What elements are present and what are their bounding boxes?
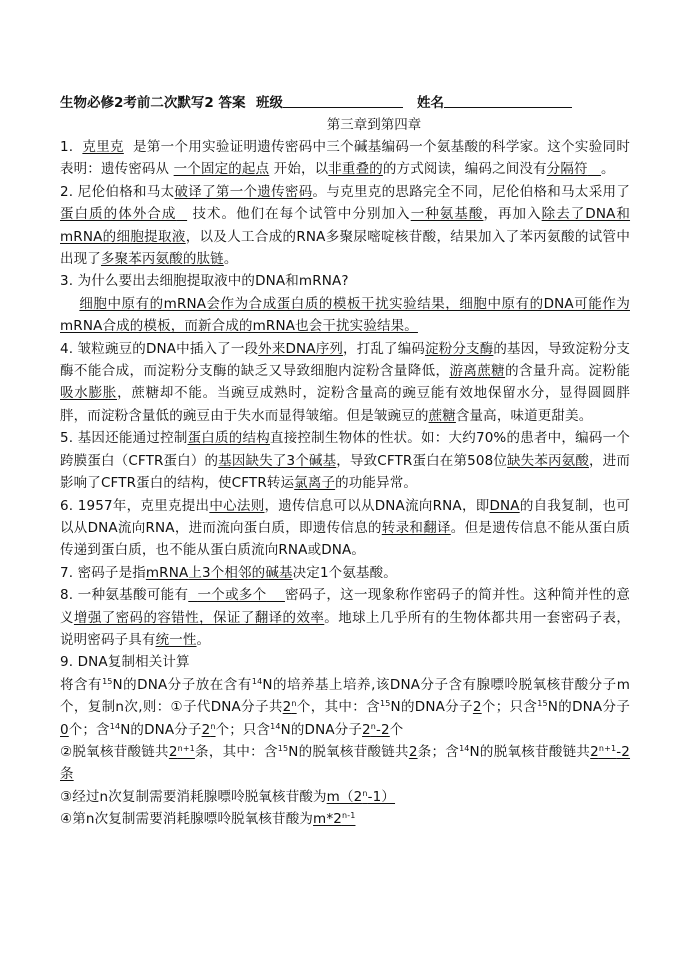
answer-blank: mRNA上3个相邻的碱基 xyxy=(145,564,293,581)
question-3: 3. 为什么要出去细胞提取液中的DNA和mRNA? 细胞中原有的mRNA会作为合成蛋白质的模板干扰实验结果，细胞中原有的DNA可能作为mRNA合成的模板，而新合成的mRNA也会干扰实验结果。 xyxy=(60,273,630,335)
answer-blank: 多聚苯丙氨酸的肽链 xyxy=(100,251,224,268)
answer-blank: 吸水膨胀 xyxy=(60,385,118,402)
answer-blank: 细胞中原有的mRNA会作为合成蛋白质的模板干扰实验结果，细胞中原有的DNA可能作为mRNA合成的模板，而新合成的mRNA也会干扰实验结果。 xyxy=(60,295,630,335)
question-4: 4. 皱粒豌豆的DNA中插入了一段外来DNA序列，打乱了编码淀粉分支酶的基因，导致淀粉分支酶不能合成，而淀粉分支酶的缺乏又导致细胞内淀粉含量降低，游离蔗糖的含量升高。淀粉能吸水膨胀，蔗糖却不能。当豌豆成熟时，淀粉含量高的豌豆能有效地保留水分，显得圆圆胖胖，而淀粉含量低的豌豆由于失水而显得皱缩。但是皱豌豆的蔗糖含量高，味道更甜美。 xyxy=(60,340,631,424)
answer-blank: 2$^n$ xyxy=(201,721,216,738)
answer-blank: DNA xyxy=(489,497,520,514)
class-blank[interactable] xyxy=(283,93,403,108)
answer-blank: 2 xyxy=(472,699,482,716)
question-8: 8. 一种氨基酸可能有 一个或多个 密码子，这一现象称作密码子的简并性。这种简并性的意义增强了密码的容错性，保证了翻译的效率。地球上几乎所有的生物体都共用一套密码子表，说明密码子具有统一性。 xyxy=(60,587,631,648)
answer-blank: 氯离子 xyxy=(294,475,336,492)
chapter-heading: 第三章到第四章 xyxy=(326,117,422,133)
worksheet xyxy=(60,92,630,831)
question-9: 9. DNA复制相关计算 将含有$^{15}$N的DNA分子放在含有$^{14}$N的培养基上培养,该DNA分子含有腺嘌呤脱氧核苷酸分子m个，复制n次,则：①子代DNA分子共2$^n$个，其中：含$^{15}$N的DNA分子2个；只含$^{15}$N的DNA分子0个；含$^{14}$N的DNA分子2$^n$个；只含$^{14}$N的DNA分子2$^n$-2个 ②脱氧核苷酸链共$2^{n+1}$条，其中：含$^{15}$N的脱氧核苷酸链共2条；含$^{14}$N的脱氧核苷酸链共$2^{n+1}-2$条 ③经过n次复制需要消耗腺嘌呤脱氧核苷酸为m（2$^n$-1） ④第n次复制需要消耗腺嘌呤脱氧核苷酸为m*2$^{n-1}$ xyxy=(60,654,631,828)
answer-blank: 破译了第一个遗传密码 xyxy=(174,183,313,200)
answer-blank: 缺失苯丙氨酸 xyxy=(507,452,590,469)
answer-blank: m（2$^n$-1） xyxy=(326,788,396,805)
answer-blank: 外来DNA序列 xyxy=(258,340,344,357)
question-2: 2. 尼伦伯格和马太破译了第一个遗传密码。与克里克的思路完全不同，尼伦伯格和马太采用了蛋白质的体外合成 技术。他们在每个试管中分别加入一种氨基酸，再加入除去了DNA和mRNA的细胞提取液，以及人工合成的RNA多聚尿嘧啶核苷酸，结果加入了苯丙氨酸的试管中出现了多聚苯丙氨酸的肽链。 xyxy=(60,183,631,268)
question-7: 7. 密码子是指mRNA上3个相邻的碱基决定1个氨基酸。 xyxy=(60,564,397,581)
answer-blank: 克里克 xyxy=(82,139,124,155)
answer-blank: 2$^n$-2 xyxy=(362,721,390,738)
question-6: 6. 1957年，克里克提出中心法则，遗传信息可以从DNA流向RNA，即DNA的自我复制，也可以从DNA流向RNA，进而流向蛋白质，即遗传信息的转录和翻译。但是遗传信息不能从蛋白质传递到蛋白质，也不能从蛋白质流向RNA或DNA。 xyxy=(60,497,631,559)
answer-blank: 淀粉分支酶 xyxy=(425,340,494,357)
name-blank[interactable] xyxy=(444,93,572,108)
worksheet-title: 生物必修2考前二次默写2 答案 xyxy=(60,95,246,111)
answer-blank: 2 xyxy=(408,743,418,760)
answer-blank: $2^{n+1}-2$条 xyxy=(60,743,631,783)
answer-blank: 基因缺失了3个碱基 xyxy=(218,452,337,469)
answer-blank: 蔗糖 xyxy=(428,407,456,424)
answer-blank: 蛋白质的结构 xyxy=(187,430,270,447)
answer-blank: 除去了DNA和mRNA的细胞提取液 xyxy=(60,206,631,245)
question-5: 5. 基因还能通过控制蛋白质的结构直接控制生物体的性状。如：大约70%的患者中，编码一个跨膜蛋白（CFTR蛋白）的基因缺失了3个碱基，导致CFTR蛋白在第508位缺失苯丙氨酸，进而影响了CFTR蛋白的结构，使CFTR转运氯离子的功能异常。 xyxy=(60,430,630,492)
answer-blank: 转录和翻译 xyxy=(381,519,451,536)
q9-title: 9. DNA复制相关计算 xyxy=(60,654,190,671)
answer-blank: 一个或多个 xyxy=(197,587,267,604)
answer-blank: 2$^n$ xyxy=(282,699,297,716)
answer-blank: 蛋白质的体外合成 xyxy=(60,206,177,223)
answer-blank: 游离蔗糖 xyxy=(449,363,506,380)
class-label: 班级 xyxy=(256,95,283,111)
answer-blank: 统一性 xyxy=(155,631,197,648)
name-label: 姓名 xyxy=(417,95,444,111)
answer-blank: 一个固定的起点 xyxy=(173,161,270,178)
answer-blank: 0 xyxy=(60,721,69,738)
answer-blank: $2^{n+1}$ xyxy=(168,743,195,760)
answer-blank: 分隔符 xyxy=(546,161,588,178)
answer-blank: 一种氨基酸 xyxy=(410,206,484,223)
answer-blank: 非重叠的 xyxy=(328,161,383,178)
header xyxy=(60,92,630,114)
question-1: 1. 克里克 是第一个用实验证明遗传密码中三个碱基编码一个氨基酸的科学家。这个实验同时表明：遗传密码从 一个固定的起点 开始，以非重叠的的方式阅读，编码之间没有分隔符 。 xyxy=(60,139,630,178)
answer-blank: 中心法则 xyxy=(209,497,265,514)
answer-blank: 增强了密码的容错性，保证了翻译的效率 xyxy=(73,609,325,626)
answer-blank: m*2$^{n-1}$ xyxy=(313,811,356,828)
